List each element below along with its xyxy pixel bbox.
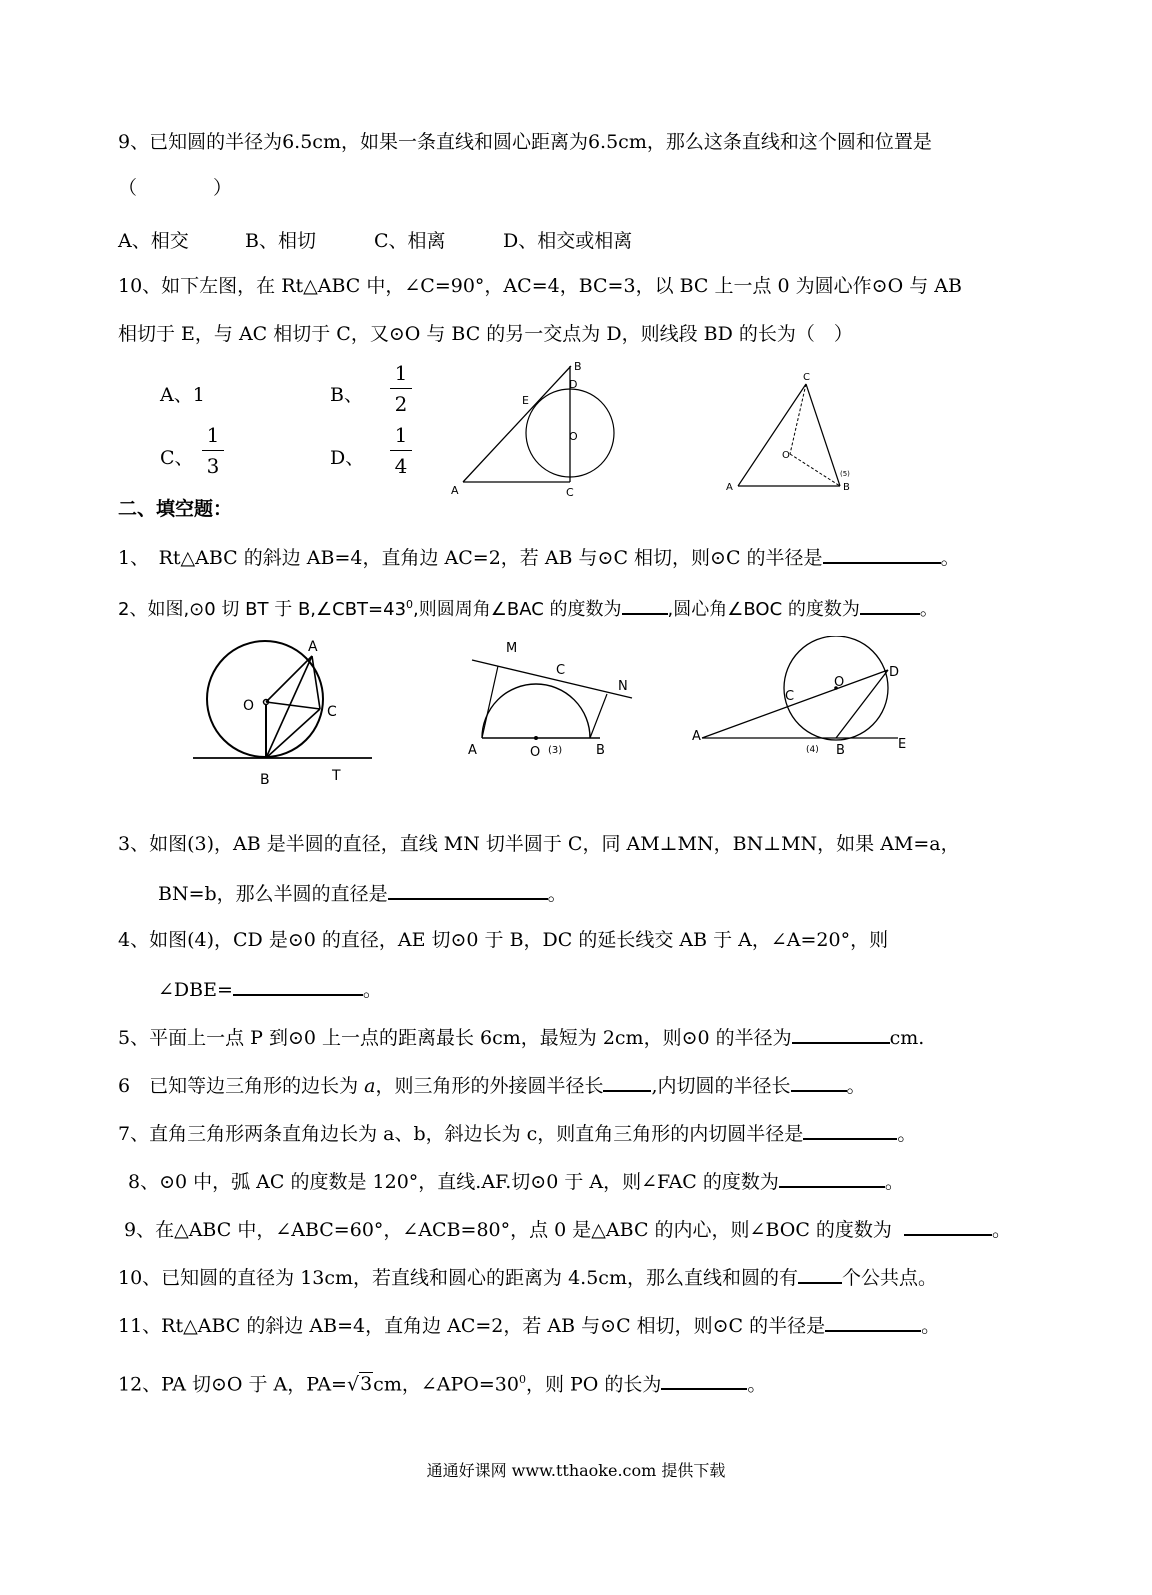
fraction-numerator: 1	[394, 423, 408, 447]
fig-label-c: C	[785, 689, 795, 704]
fig-label-d: D	[889, 665, 900, 680]
f4-line1: 4、如图(4)，CD 是⊙0 的直径，AE 切⊙0 于 B，DC 的延长线交 AB 于 A，∠A=20°，则	[118, 929, 889, 951]
f11-question	[118, 1312, 940, 1338]
f2-mid: ,则圆周角∠BAC 的度数为	[413, 599, 622, 620]
fig-label-t: T	[332, 768, 341, 784]
f6-blank-2[interactable]	[791, 1072, 847, 1092]
q10-option-c-label: C、	[160, 447, 194, 469]
fraction-bar	[390, 388, 412, 389]
fraction-bar	[202, 450, 224, 451]
fig-label-o: O	[530, 745, 541, 760]
fig-label-a: A	[308, 639, 318, 655]
f1-end: 。	[940, 547, 960, 569]
fig-mark: (5)	[840, 470, 850, 478]
fig-label-b: B	[574, 360, 582, 373]
f3-text: BN=b，那么半圆的直径是	[158, 883, 388, 905]
f2-mid2: ,圆心角∠BOC 的度数为	[667, 599, 860, 620]
f10-text: 10、已知圆的直径为 13cm，若直线和圆心的距离为 4.5cm，那么直线和圆的有	[118, 1267, 798, 1289]
f12-mid2: ，则 PO 的长为	[525, 1373, 662, 1396]
f3-answer-blank[interactable]	[388, 880, 548, 900]
f12-mid: cm，∠APO=30	[373, 1373, 519, 1396]
f12-pre: 12、PA 切⊙O 于 A，PA=	[118, 1373, 347, 1396]
f5-text: 5、平面上一点 P 到⊙0 上一点的距离最长 6cm，最短为 2cm，则⊙0 的半径为	[118, 1027, 792, 1049]
fig-label-a: A	[726, 482, 733, 493]
f12-degree: 0	[518, 1373, 526, 1386]
f10-question	[118, 1264, 937, 1290]
f11-end: 。	[921, 1315, 941, 1337]
q10-triangle-circle-figure	[445, 358, 625, 500]
fig-label-e: E	[898, 737, 907, 752]
f5-answer-blank[interactable]	[792, 1024, 890, 1044]
f4-line2	[158, 976, 382, 1002]
fraction-denominator: 3	[206, 454, 220, 478]
f12-end: 。	[747, 1373, 767, 1396]
f1-text: 1、 Rt△ABC 的斜边 AB=4，直角边 AC=2，若 AB 与⊙C 相切，则⊙C 的半径是	[118, 547, 823, 569]
fig-number: (4)	[806, 745, 819, 755]
fraction-numerator: 1	[394, 361, 408, 385]
f6-var: a	[364, 1075, 376, 1097]
f3-line1: 3、如图(3)，AB 是半圆的直径，直线 MN 切半圆于 C，同 AM⊥MN，BN⊥MN，如果 AM=a，	[118, 833, 960, 855]
f9-text: 9、在△ABC 中，∠ABC=60°，∠ACB=80°，点 0 是△ABC 的内心，则∠BOC 的度数为	[124, 1219, 892, 1241]
q10-option-a: A、1	[160, 384, 205, 406]
f3-line2	[158, 880, 567, 906]
f5-question	[118, 1024, 924, 1050]
q10-option-b-label: B、	[330, 384, 363, 406]
fig-label-c: C	[566, 486, 574, 499]
fig-label-a: A	[692, 729, 701, 744]
q9-option-a: A、相交	[118, 230, 189, 252]
fig-label-b: B	[836, 743, 845, 758]
page-footer: 通通好课网 www.tthaoke.com 提供下载	[426, 1461, 726, 1480]
q9-option-d: D、相交或相离	[503, 230, 633, 252]
f3-end: 。	[547, 883, 567, 905]
fig-label-o: O	[834, 675, 845, 690]
section-heading-fill-in: 二、填空题：	[118, 498, 233, 520]
fig-label-m: M	[506, 641, 518, 656]
f7-question	[118, 1120, 916, 1146]
f7-text: 7、直角三角形两条直角边长为 a、b，斜边长为 c，则直角三角形的内切圆半径是	[118, 1123, 804, 1145]
fraction-bar	[390, 450, 412, 451]
fig-label-e: E	[522, 394, 529, 407]
f7-answer-blank[interactable]	[803, 1120, 897, 1140]
fig-label-b: B	[596, 743, 605, 758]
f9-question	[124, 1216, 1011, 1242]
f7-end: 。	[897, 1123, 917, 1145]
q9-answer-paren: （ ）	[118, 177, 233, 199]
f5-end: cm.	[889, 1027, 925, 1049]
fig-label-o: O	[782, 450, 790, 461]
f9-end: 。	[991, 1219, 1011, 1241]
f6-mid: ，则三角形的外接圆半径长	[375, 1075, 604, 1097]
fig-label-d: D	[569, 378, 578, 391]
fig-label-a: A	[468, 743, 477, 758]
f10-answer-blank[interactable]	[798, 1264, 842, 1284]
fraction-denominator: 4	[394, 454, 408, 478]
fig-number: (3)	[548, 745, 563, 756]
f6-mid2: ,内切圆的半径长	[651, 1075, 791, 1097]
fig-label-o: O	[243, 698, 255, 714]
f12-sqrt-icon: √	[346, 1373, 360, 1396]
q10-fraction-b	[390, 360, 412, 417]
incenter-triangle-figure	[722, 368, 862, 498]
fig-label-a: A	[451, 484, 459, 497]
q9-stem: 9、已知圆的半径为6.5cm，如果一条直线和圆心距离为6.5cm，那么这条直线和这个圆和位置是	[118, 131, 932, 153]
fig-label-n: N	[618, 679, 628, 694]
f10-end: 个公共点。	[841, 1267, 937, 1289]
fraction-denominator: 2	[394, 392, 408, 416]
f8-text: 8、⊙0 中，弧 AC 的度数是 120°，直线.AF.切⊙0 于 A，则∠FAC 的度数为	[128, 1171, 779, 1193]
f2-blank-1[interactable]	[622, 595, 668, 615]
f6-text: 6 已知等边三角形的边长为	[118, 1075, 365, 1097]
f11-text: 11、Rt△ABC 的斜边 AB=4，直角边 AC=2，若 AB 与⊙C 相切，则⊙C 的半径是	[118, 1315, 826, 1337]
f2-question	[118, 593, 938, 622]
f1-answer-blank[interactable]	[823, 544, 941, 564]
q10-line2: 相切于 E，与 AC 相切于 C，又⊙O 与 BC 的另一交点为 D，则线段 BD 的长为（ ）	[118, 323, 853, 345]
f2-blank-2[interactable]	[860, 595, 920, 615]
f9-answer-blank[interactable]	[904, 1216, 992, 1236]
fraction-numerator: 1	[206, 423, 220, 447]
figure-4-circle-secant	[688, 636, 918, 766]
f8-question	[128, 1168, 904, 1194]
figure-3-semicircle	[462, 636, 642, 766]
fig-label-c: C	[327, 704, 337, 720]
f2-end: 。	[919, 599, 938, 620]
f6-question	[118, 1072, 866, 1098]
f12-question	[118, 1368, 766, 1396]
f12-root: 3	[360, 1373, 373, 1396]
f4-text: ∠DBE=	[158, 979, 233, 1001]
f2-degree: 0	[406, 598, 414, 611]
fig-label-b: B	[260, 772, 270, 788]
f11-answer-blank[interactable]	[825, 1312, 921, 1332]
fig-label-c: C	[556, 663, 566, 678]
fig-label-c: C	[803, 372, 810, 383]
fig-label-b: B	[843, 482, 850, 493]
q10-fraction-d	[390, 422, 412, 479]
f8-answer-blank[interactable]	[779, 1168, 885, 1188]
f4-end: 。	[362, 979, 382, 1001]
q10-option-d-label: D、	[330, 447, 365, 469]
f6-blank-1[interactable]	[603, 1072, 651, 1092]
q10-line1: 10、如下左图，在 Rt△ABC 中，∠C=90°，AC=4，BC=3，以 BC 上一点 0 为圆心作⊙O 与 AB	[118, 275, 962, 297]
f8-end: 。	[884, 1171, 904, 1193]
q9-option-c: C、相离	[374, 230, 446, 252]
f6-end: 。	[846, 1075, 866, 1097]
figure-2-circle-tangent	[190, 636, 380, 794]
q10-fraction-c	[202, 422, 224, 479]
f4-answer-blank[interactable]	[233, 976, 363, 996]
f2-text: 2、如图,⊙0 切 BT 于 B,∠CBT=43	[118, 599, 407, 620]
fig-label-o: O	[569, 430, 578, 443]
f12-answer-blank[interactable]	[661, 1370, 747, 1390]
q9-option-b: B、相切	[245, 230, 316, 252]
f1-question	[118, 544, 960, 570]
